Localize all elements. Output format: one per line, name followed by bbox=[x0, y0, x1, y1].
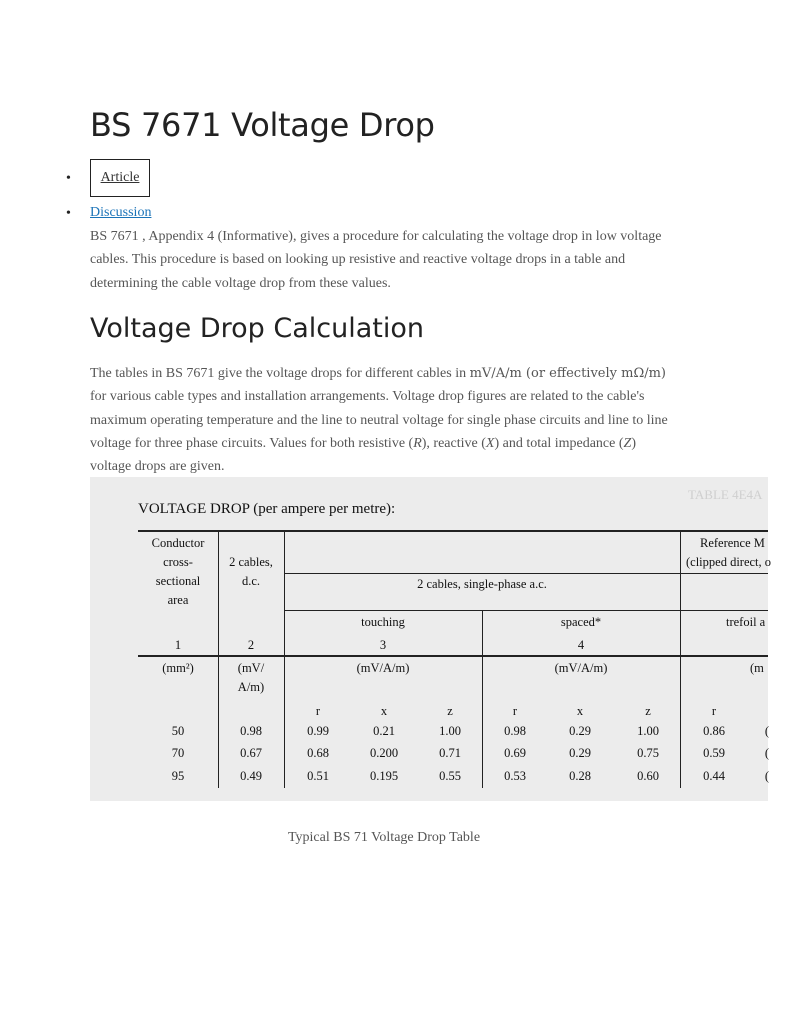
section-heading: Voltage Drop Calculation bbox=[90, 313, 425, 344]
col-number: 1 bbox=[174, 638, 182, 652]
unit-touching: (mV/A/m) bbox=[356, 661, 410, 675]
cell-spaced-x: 0.28 bbox=[569, 769, 591, 783]
cell-touching-x: 0.21 bbox=[373, 724, 395, 738]
cell-cut: ( bbox=[764, 769, 770, 783]
cell-touching-r: 0.68 bbox=[307, 746, 329, 760]
header-line: (clipped direct, o bbox=[686, 555, 772, 569]
spaced-header: spaced* bbox=[560, 615, 602, 629]
text-span: ) voltage drops are given. bbox=[90, 435, 636, 475]
units-rule bbox=[138, 655, 768, 657]
top-rule bbox=[138, 530, 768, 532]
text-span: ) and total impedance ( bbox=[494, 435, 624, 451]
cell-cut: ( bbox=[764, 724, 770, 738]
unit-dc bbox=[218, 659, 284, 697]
component-label: z bbox=[645, 704, 651, 718]
unit-area: (mm²) bbox=[162, 661, 194, 675]
cell-dc: 0.98 bbox=[240, 724, 262, 738]
symbol-r: R bbox=[413, 435, 422, 451]
tab-article[interactable]: Article bbox=[90, 159, 150, 197]
cell-area: 95 bbox=[171, 769, 185, 783]
header-line: Reference M bbox=[700, 536, 765, 550]
col2-header bbox=[218, 553, 284, 591]
cell-spaced-z: 0.60 bbox=[637, 769, 659, 783]
header-line: sectional bbox=[155, 574, 201, 588]
header-line: cross- bbox=[163, 555, 193, 569]
component-label: x bbox=[576, 704, 584, 718]
header-line: Conductor bbox=[151, 536, 205, 550]
voltage-drop-table-image bbox=[90, 477, 772, 801]
bullet-icon: • bbox=[66, 171, 71, 186]
component-label: x bbox=[380, 704, 388, 718]
symbol-z: Z bbox=[623, 435, 632, 451]
cell-spaced-z: 0.75 bbox=[637, 746, 659, 760]
cell-touching-r: 0.51 bbox=[307, 769, 329, 783]
cell-touching-z: 0.71 bbox=[439, 746, 461, 760]
cell-touching-x: 0.200 bbox=[369, 746, 399, 760]
cell-touching-x: 0.195 bbox=[369, 769, 399, 783]
cell-trefoil-r: 0.44 bbox=[703, 769, 725, 783]
symbol-x: X bbox=[485, 435, 495, 451]
cell-spaced-z: 1.00 bbox=[637, 724, 659, 738]
header-line: 2 cables, bbox=[229, 555, 273, 569]
unit-spaced: (mV/A/m) bbox=[554, 661, 608, 675]
page-title: BS 7671 Voltage Drop bbox=[90, 106, 435, 144]
col-number: 3 bbox=[379, 638, 387, 652]
cell-trefoil-r: 0.86 bbox=[703, 724, 725, 738]
figure-caption: Typical BS 71 Voltage Drop Table bbox=[287, 830, 481, 845]
trefoil-header: trefoil a bbox=[726, 615, 766, 629]
cell-dc: 0.49 bbox=[240, 769, 262, 783]
header-line: d.c. bbox=[241, 574, 261, 588]
group-header: 2 cables, single-phase a.c. bbox=[417, 577, 547, 591]
subgroup-rule bbox=[284, 610, 768, 611]
component-label: r bbox=[315, 704, 321, 718]
section-paragraph bbox=[90, 362, 680, 478]
group-rule bbox=[284, 573, 768, 574]
cell-cut: ( bbox=[764, 746, 770, 760]
table-heading: VOLTAGE DROP (per ampere per metre): bbox=[138, 501, 396, 517]
cell-spaced-x: 0.29 bbox=[569, 746, 591, 760]
text-span: for various cable types and installation arrangements. Voltage drop figures are related to the cable's maximum operating temperature and the line to neutral voltage for single phase circuits and line to line voltage for three phase circuits. Values for both resistive ( bbox=[90, 389, 668, 451]
bullet-icon: • bbox=[66, 206, 71, 221]
unit-text: mV/A/m (or effectively mΩ/m) bbox=[469, 366, 667, 381]
header-line: area bbox=[167, 593, 189, 607]
component-label: r bbox=[711, 704, 717, 718]
cell-spaced-r: 0.53 bbox=[504, 769, 526, 783]
cell-trefoil-r: 0.59 bbox=[703, 746, 725, 760]
intro-paragraph: BS 7671 , Appendix 4 (Informative), gives a procedure for calculating the voltage drop in low voltage cables. This procedure is based on looking up resistive and reactive voltage drops in a table and determining the cable voltage drop from these values. bbox=[90, 229, 662, 291]
table-corner-label: TABLE 4E4A bbox=[688, 487, 763, 502]
component-label: z bbox=[447, 704, 453, 718]
unit-line: A/m) bbox=[237, 680, 265, 694]
cell-touching-z: 1.00 bbox=[439, 724, 461, 738]
unit-line: (mV/ bbox=[237, 661, 265, 675]
touching-header: touching bbox=[361, 615, 405, 629]
cell-spaced-r: 0.69 bbox=[504, 746, 526, 760]
cell-area: 70 bbox=[171, 746, 185, 760]
col-number: 4 bbox=[577, 638, 585, 652]
cell-touching-z: 0.55 bbox=[439, 769, 461, 783]
component-label: r bbox=[512, 704, 518, 718]
col-number: 2 bbox=[247, 638, 255, 652]
col1-header bbox=[138, 534, 218, 610]
cell-touching-r: 0.99 bbox=[307, 724, 329, 738]
reference-method-header bbox=[680, 534, 810, 572]
text-span: ), reactive ( bbox=[421, 435, 486, 451]
cell-spaced-x: 0.29 bbox=[569, 724, 591, 738]
tab-discussion[interactable]: Discussion bbox=[90, 205, 152, 220]
text-span: The tables in BS 7671 give the voltage drops for different cables in bbox=[90, 366, 470, 381]
unit-trefoil: (m bbox=[750, 661, 764, 675]
cell-spaced-r: 0.98 bbox=[504, 724, 526, 738]
cell-dc: 0.67 bbox=[240, 746, 262, 760]
cell-area: 50 bbox=[171, 724, 185, 738]
